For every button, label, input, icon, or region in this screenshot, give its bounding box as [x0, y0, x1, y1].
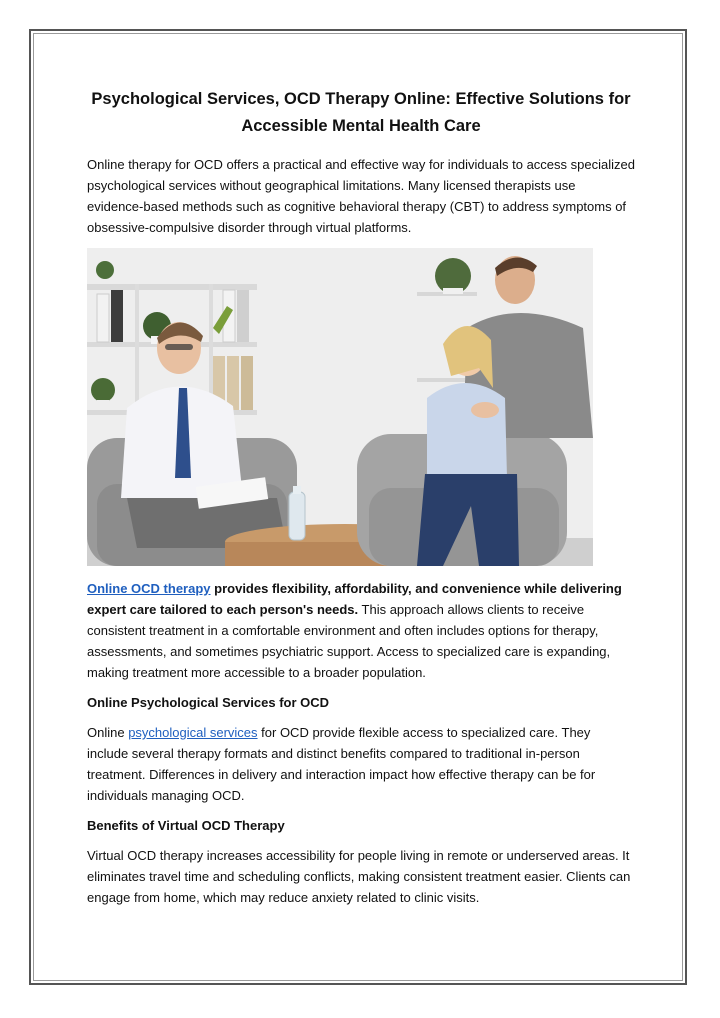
- section-heading-psychological-services: Online Psychological Services for OCD: [87, 695, 330, 710]
- section-heading-benefits: Benefits of Virtual OCD Therapy: [87, 818, 285, 833]
- bold-lead-text: provides flexibility, affordability, and convenience while delivering expert care tailored to each person's needs.: [87, 581, 622, 617]
- paragraph-psychological-services: [87, 722, 635, 806]
- paragraph-online-ocd-therapy: [87, 578, 635, 683]
- paragraph-rest-text: for OCD provide flexible access to specialized care. They include several therapy formats and distinct benefits compared to traditional in-person treatment. Differences in delivery and interaction impact how effective therapy can be for individuals managing OCD.: [87, 725, 596, 803]
- document-body: [87, 86, 635, 917]
- intro-paragraph: Online therapy for OCD offers a practical and effective way for individuals to access specialized psychological services without geographical limitations. Many licensed therapists use evidence-based methods such as cognitive behavioral therapy (CBT) to address symptoms of obsessive-compulsive disorder through virtual platforms.: [87, 157, 635, 235]
- paragraph-rest-text: This approach allows clients to receive consistent treatment in a comfortable environment and often includes options for therapy, assessments, and sometimes psychiatric support. Access to specialized care is expanding, making treatment more accessible to a broader population.: [87, 602, 611, 680]
- paragraph-lead-text: Online: [87, 725, 129, 740]
- document-title: Psychological Services, OCD Therapy Online: Effective Solutions for Accessible Mental Health Care: [91, 90, 631, 135]
- online-ocd-therapy-link[interactable]: Online OCD therapy: [87, 581, 211, 596]
- paragraph-benefits: Virtual OCD therapy increases accessibility for people living in remote or underserved areas. It eliminates travel time and scheduling conflicts, making consistent treatment easier. Clients can engage from home, which may reduce anxiety related to clinic visits.: [87, 848, 631, 905]
- therapy-session-photo: [87, 248, 593, 566]
- psychological-services-link[interactable]: psychological services: [128, 725, 258, 740]
